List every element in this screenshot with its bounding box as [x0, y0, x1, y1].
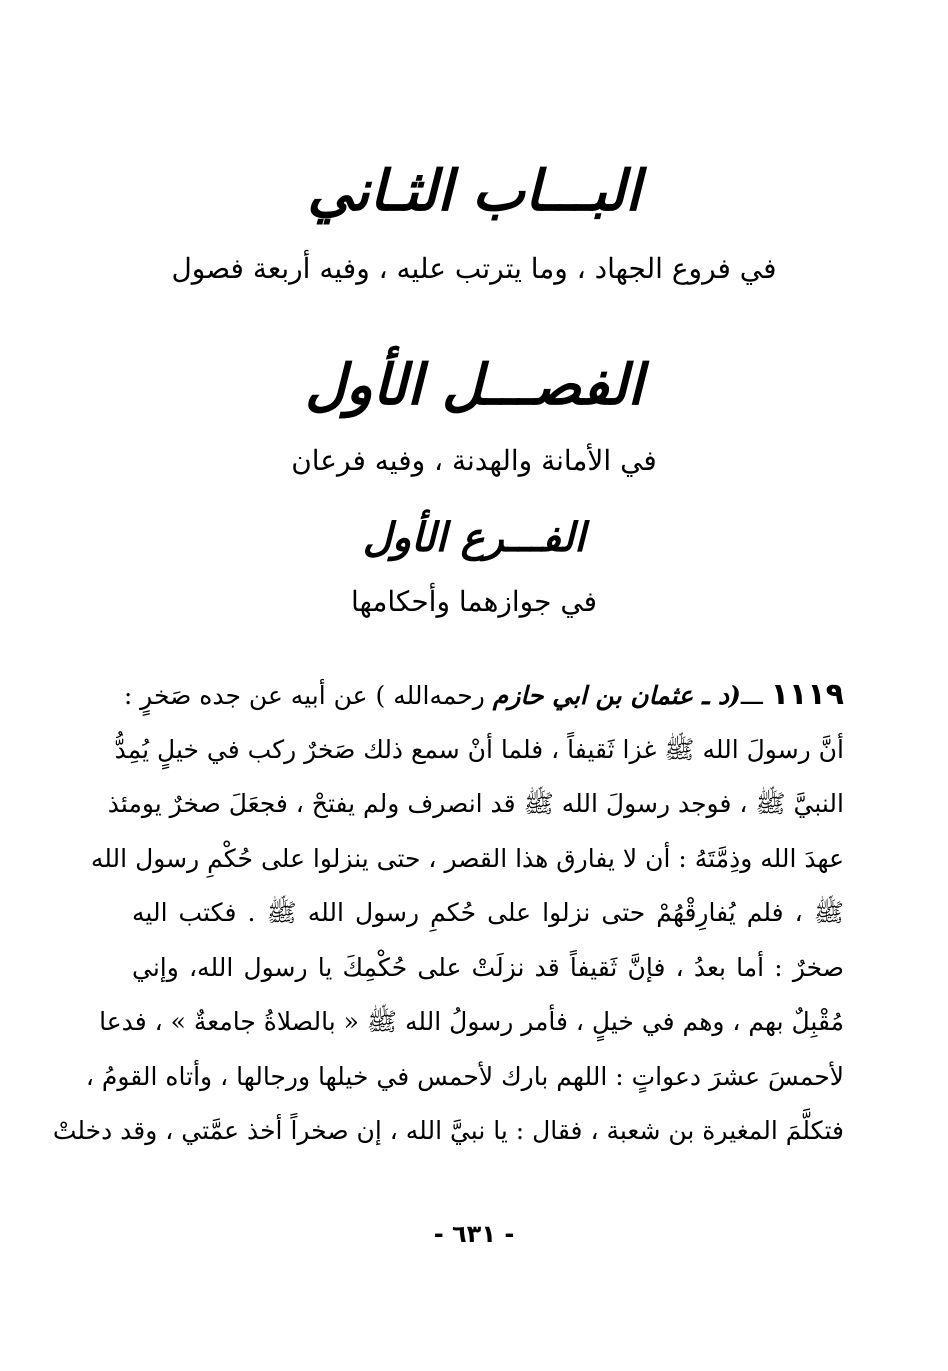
branch-subtitle: في جوازهما وأحكامها: [350, 585, 598, 618]
hadith-line: فتكلَّمَ المغيرة بن شعبة ، فقال : يا نبيَّ الله ، إن صخراً أخذ عمَّتي ، وقد دخلتْ: [52, 1116, 844, 1145]
hadith-line-text: رحمه‌الله ) عن أبيه عن جده صَخرٍ :: [123, 681, 485, 710]
section-title: الفصـــل الأول: [304, 352, 644, 418]
hadith-line: مُقْبِلٌ بهم ، وهم في خيلٍ ، فأمر رسولُ الله ﷺ « بالصلاةُ جامعةٌ » ، فدعا: [99, 1007, 844, 1036]
hadith-source-ref: (د ـ عثمان بن ابي حازم: [492, 681, 741, 710]
hadith-number: ١١١٩: [770, 677, 844, 712]
branch-title: الفـــرع الأول: [362, 514, 586, 561]
section-subtitle: في الأمانة والهدنة ، وفيه فرعان: [291, 444, 657, 477]
chapter-title: البـــاب الثـاني: [307, 158, 641, 224]
hadith-line: عهدَ الله وذِمَّتَهُ : أن لا يفارق هذا القصر ، حتى ينزلوا على حُكْمِ رسول الله: [90, 843, 844, 873]
hadith-line: النبيَّ ﷺ ، فوجد رسولَ الله ﷺ قد انصرف ولم يفتحْ ، فجعَلَ صخرٌ يومئذ: [107, 789, 844, 818]
page-number: - ٦٣١ -: [433, 1220, 515, 1248]
hadith-line: ١١١٩ ـــ(د ـ عثمان بن ابي حازم رحمه‌الله ) عن أبيه عن جده صَخرٍ :: [123, 677, 844, 712]
chapter-subtitle: في فروع الجهاد ، وما يترتب عليه ، وفيه أربعة فصول: [171, 252, 777, 285]
hadith-line: صخرٌ : أما بعدُ ، فإنَّ ثَقيفاً قد نزلَتْ على حُكْمِكَ يا رسول الله، وإني: [132, 952, 844, 982]
hadith-line: أنَّ رسولَ الله ﷺ غزا ثَقيفاً ، فلما أنْ سمع ذلك صَخرٌ ركب في خيلٍ يُمِدُّ: [114, 734, 844, 764]
hadith-line: لأحمسَ عشرَ دعواتٍ : اللهم بارك لأحمس في خيلها ورجالها ، وأتاه القومُ ،: [85, 1061, 844, 1091]
hadith-line: ﷺ ، فلم يُفارِقْهُمْ حتى نزلوا على حُكمِ رسول الله ﷺ . فكتب اليه: [132, 898, 844, 927]
hadith-text: [52, 668, 844, 1159]
